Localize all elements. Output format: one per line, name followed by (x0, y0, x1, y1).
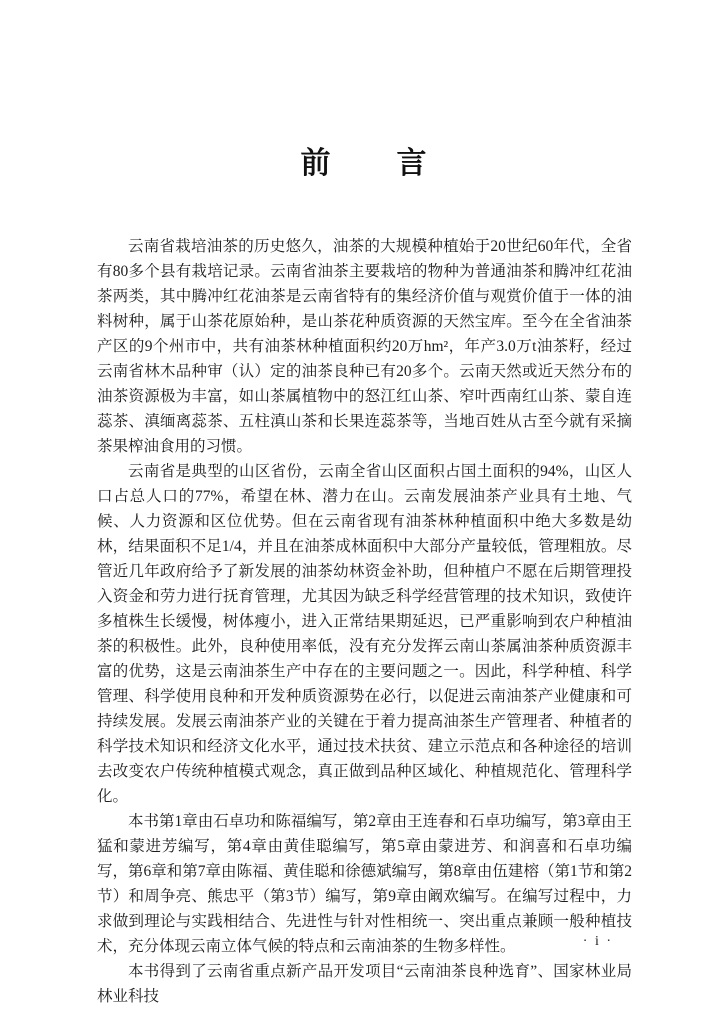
body-paragraph: 本书第1章由石卓功和陈福编写，第2章由王连春和石卓功编写，第3章由王猛和蒙进芳编写，第4章由黄佳聪编写，第5章由蒙进芳、和润喜和石卓功编写，第6章和第7章由陈福、黄佳聪和徐德斌编写，第8章由伍建榕（第1节和第2节）和周争亮、熊忠平（第3节）编写，第9章由阚欢编写。在编写过程中，力求做到理论与实践相结合、先进性与针对性相统一、突出重点兼顾一般种植技术，充分体现云南立体气候的特点和云南油茶的生物多样性。 (97, 813, 632, 955)
body-paragraph: 本书得到了云南省重点新产品开发项目“云南油茶良种选育”、国家林业局林业科技 (97, 963, 632, 1005)
page-number: · i · (582, 934, 613, 949)
body-paragraph: 云南省是典型的山区省份，云南全省山区面积占国土面积的94%，山区人口占总人口的77%，希望在林、潜力在山。云南发展油茶产业具有土地、气候、人力资源和区位优势。但在云南省现有油茶林种植面积中绝大多数是幼林，结果面积不足1/4，并且在油茶成林面积中大部分产量较低，管理粗放。尽管近几年政府给予了新发展的油茶幼林资金补助，但种植户不愿在后期管理投入资金和劳力进行抚育管理，尤其因为缺乏科学经营管理的技术知识，致使许多植株生长缓慢，树体瘦小，进入正常结果期延迟，已严重影响到农户种植油茶的积极性。此外，良种使用率低，没有充分发挥云南山茶属油茶种质资源丰富的优势，这是云南油茶生产中存在的主要问题之一。因此，科学种植、科学管理、科学使用良种和开发种质资源势在必行，以促进云南油茶产业健康和可持续发展。发展云南油茶产业的关键在于着力提高油茶生产管理者、种植者的科学技术知识和经济文化水平，通过技术扶贫、建立示范点和各种途径的培训去改变农户传统种植模式观念，真正做到品种区域化、种植规范化、管理科学化。 (97, 463, 632, 805)
body-paragraph: 云南省栽培油茶的历史悠久，油茶的大规模种植始于20世纪60年代，全省有80多个县有栽培记录。云南省油茶主要栽培的物种为普通油茶和腾冲红花油茶两类，其中腾冲红花油茶是云南省特有的集经济价值与观赏价值于一体的油料树种，属于山茶花原始种，是山茶花种质资源的天然宝库。至今在全省油茶产区的9个州市中，共有油茶林种植面积约20万hm²，年产3.0万t油茶籽，经过云南省林木品种审（认）定的油茶良种已有20多个。云南天然或近天然分布的油茶资源极为丰富，如山茶属植物中的怒江红山茶、窄叶西南红山茶、蒙自连蕊茶、滇缅离蕊茶、五柱滇山茶和长果连蕊茶等，当地百姓从古至今就有采摘茶果榨油食用的习惯。 (97, 238, 632, 455)
preface-body (97, 234, 632, 1009)
page-title: 前 言 (300, 147, 429, 180)
